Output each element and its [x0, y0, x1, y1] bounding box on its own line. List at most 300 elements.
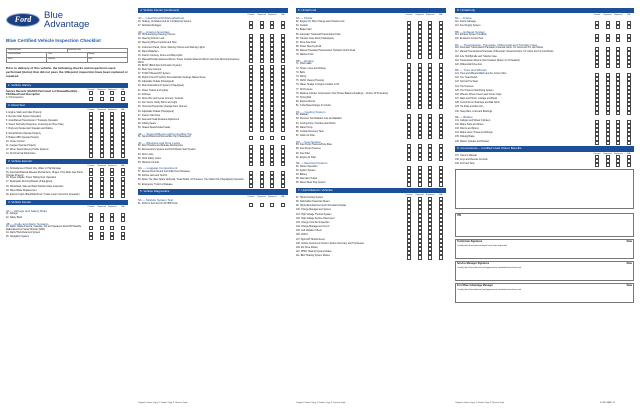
checklist-item: [138, 136, 288, 140]
passed-checkbox[interactable]: [89, 153, 93, 157]
passed-checkbox[interactable]: [407, 255, 411, 259]
checklist-item-label: 35. BLIS® (Blind Spot Information System): [138, 64, 182, 67]
checklist-item-label: 89. Fuel Pump Pressure: [296, 148, 321, 151]
checklist-item-label: 77. Oil Pressure: [296, 88, 313, 91]
checklist-item-label: 85. Water Pump: [296, 126, 313, 129]
subsection-header: 4F — Windows and Door Locks: [138, 140, 181, 145]
checklist-item-label: 101. High-Voltage Thermal System: [296, 213, 332, 216]
passed-checkbox[interactable]: [249, 203, 253, 207]
na-checkbox[interactable]: [281, 25, 285, 29]
benefits-notes-area: [455, 169, 634, 209]
checklist-item-label: 111. BEV Heating System Modes: [296, 255, 330, 258]
column-header: Replaced: [107, 88, 117, 91]
na-checkbox[interactable]: [439, 157, 443, 161]
checklist-item-label: 8. Struts/Shocks Operate Properly: [6, 132, 41, 135]
na-checkbox[interactable]: [627, 38, 631, 42]
color-field[interactable]: Color: [47, 53, 87, 57]
checklist-item-label: 88. Fuel Pump Pressure/Flow Rate: [296, 144, 332, 147]
checklist-item-label: 22. Safety Belts: [6, 217, 23, 220]
passed-checkbox[interactable]: [595, 111, 599, 115]
na-checkbox[interactable]: [121, 91, 125, 95]
checklist-item-label: 130. Sway Bars, Links and Bushings: [455, 110, 493, 113]
checklist-item-label: 3. Engine Starts and Idles Properly: [6, 111, 42, 114]
checklist-item-label: 60. Emergency Trunk Lid Release: [138, 183, 173, 186]
checklist-item-label: 59. Spare Tire (New Spare Optional), Tread Depth, Air Pressure, Tire Inflator Kit (If Equipped) Inspection: [138, 179, 244, 182]
na-checkbox[interactable]: [121, 194, 125, 198]
checklist-item-label: 49. Folding Seats: [138, 123, 156, 126]
passed-checkbox[interactable]: [407, 182, 411, 186]
signature-desc: I certify that all mechanical and appearance standards have been met.: [457, 267, 522, 270]
checklist-item: [138, 184, 288, 188]
column-header: N/A: [121, 205, 125, 208]
checklist-item-label: 118. Axle Hub/Spindle and Transfer Case: [455, 55, 497, 58]
checklist-item-label: 82. Radiator: [296, 114, 309, 117]
column-header: Repaired: [97, 165, 106, 168]
checklist-item-label: 70. Washer Fluid: [296, 54, 314, 57]
replaced-checkbox[interactable]: [110, 172, 114, 176]
section-header: 4. Vehicle Interior: [6, 200, 128, 205]
section-header: 7. Hybrid/Electric Vehicles: [296, 188, 446, 193]
checklist-item-label: 69. Manual Transaxle/Transmission Hydraulic Clutch Fluid: [296, 50, 356, 53]
column-1: [6, 6, 128, 240]
column-header: Replaced: [613, 152, 623, 155]
checklist-item-label: 116. Automatic Transmission/Transaxle Universal Joints, CV Joints and CV Joint Boots: [455, 47, 544, 50]
na-checkbox[interactable]: [627, 64, 631, 68]
checklist-item-label: 17. Deployable Running Boards (If Equipped): [6, 181, 53, 184]
checklist-item-label: 4. Remote Start System Operation: [6, 115, 42, 118]
signature-desc: I certify that all mechanical items have been inspected.: [457, 245, 508, 248]
checklist-item-label: 107. MyFord® Mobile Reset: [296, 238, 325, 241]
passed-checkbox[interactable]: [249, 25, 253, 29]
column-header: Replaced: [425, 194, 435, 197]
passed-checkbox[interactable]: [249, 127, 253, 131]
repaired-checkbox[interactable]: [260, 25, 264, 29]
checklist-item-label: 87. Cabin Air Filter: [296, 135, 315, 138]
column-header: Replaced: [613, 13, 623, 16]
ymm-field[interactable]: Year/Make/Model: [7, 53, 47, 57]
passed-checkbox[interactable]: [89, 97, 93, 101]
replaced-checkbox[interactable]: [110, 97, 114, 101]
column-header: Repaired: [97, 109, 106, 112]
date-field[interactable]: Date: [88, 57, 93, 60]
repaired-checkbox[interactable]: [100, 226, 104, 230]
signature-desc: I certify that all mechanical and appearance standards have been met.: [457, 289, 522, 292]
column-header: N/A: [627, 152, 631, 155]
checklist-item-label: 19. Wiper Blade Replacement: [6, 189, 37, 192]
checklist-item-label: Service Records (OA/OO) Performed Lot Review/Recall(s) – FSA/Recall and Description: [6, 90, 80, 97]
signature-title: Ford Blue Advantage Manager: [457, 284, 494, 288]
checklist-item-label: 74. Wiring: [296, 75, 307, 78]
column-header: Replaced: [107, 205, 117, 208]
repaired-checkbox[interactable]: [100, 97, 104, 101]
checklist-item-label: 54. Door Locks: [138, 153, 154, 156]
replaced-checkbox[interactable]: [616, 111, 620, 115]
subsection-header: 4A — Airbags and Safety Belts: [6, 208, 47, 213]
section-header: 5. Vehicle Diagnostics: [138, 189, 288, 194]
checklist-item-label: 6. Steers Normally (Response, Centering and Free Play): [6, 124, 64, 127]
na-checkbox[interactable]: [281, 59, 285, 63]
replaced-checkbox[interactable]: [110, 226, 114, 230]
na-checkbox[interactable]: [281, 136, 285, 140]
column-header: N/A: [281, 195, 285, 198]
checklist-item-label: 15. Automatic/Manual Release Mechanisms, Hinges, Prop Rods Gas Struts Operate Properly: [6, 171, 83, 177]
repaired-checkbox[interactable]: [606, 64, 610, 68]
checklist-item: [296, 135, 446, 139]
replaced-checkbox[interactable]: [616, 64, 620, 68]
repaired-checkbox[interactable]: [418, 182, 422, 186]
na-checkbox[interactable]: [627, 111, 631, 115]
repaired-checkbox[interactable]: [606, 38, 610, 42]
checklist-item-label: 137. Owner's Manual: [455, 154, 477, 157]
checklist-item: [455, 141, 634, 145]
column-2: [138, 6, 288, 207]
column-header: Passed: [87, 165, 95, 168]
checklist-item: [455, 111, 634, 115]
replaced-checkbox[interactable]: [428, 182, 432, 186]
column-header: Passed: [593, 13, 601, 16]
checklist-item-label: 5. Auto/Manual Transmission / Transaxle Operation: [6, 119, 59, 122]
checklist-item-label: 67. Drive Axle Fluid: [296, 41, 316, 44]
mileage-field[interactable]: Mileage: [88, 53, 95, 56]
checklist-item-label: 126. Wheels, Wheel Covers and Center Caps: [455, 93, 502, 96]
repaired-checkbox[interactable]: [100, 91, 104, 95]
repaired-checkbox[interactable]: [606, 163, 610, 167]
checklist-item-label: 26. Heating, Ventilation and Air Conditioning System: [138, 20, 192, 23]
replaced-checkbox[interactable]: [616, 163, 620, 167]
repaired-checkbox[interactable]: [606, 141, 610, 145]
passed-checkbox[interactable]: [407, 135, 411, 139]
passed-checkbox[interactable]: [249, 184, 253, 188]
checklist-item-label: 43. Glove Box and Center Armrest / Console: [138, 98, 184, 100]
signature-title-row: [457, 263, 632, 266]
checklist-item-label: 134. Brake Lines, Hoses and Fittings: [455, 132, 493, 135]
repaired-checkbox[interactable]: [260, 184, 264, 188]
checklist-item-label: 112. Frame Damage: [455, 20, 476, 23]
repaired-checkbox[interactable]: [100, 194, 104, 198]
na-checkbox[interactable]: [439, 54, 443, 58]
na-checkbox[interactable]: [281, 203, 285, 207]
checklist-item-label: 119. Transmission Mounts (Not Cracked, Broken or Oil Soaked): [455, 59, 520, 62]
checklist-item-label: 38. MyFord Touch® Vehicle Personalization Settings Master Reset: [138, 77, 206, 80]
document-title: Blue Certified Vehicle Inspection Checklist: [6, 38, 101, 43]
passed-checkbox[interactable]: [595, 163, 599, 167]
repaired-checkbox[interactable]: [100, 153, 104, 157]
footer-copies-1: Original: Owner Copy 1: Dealer Copy 2: Service Dept.: [138, 402, 188, 404]
checklist-item-label: 110. PHEV Heating System Modes: [296, 251, 332, 254]
replaced-checkbox[interactable]: [270, 162, 274, 166]
replaced-checkbox[interactable]: [428, 157, 432, 161]
checklist-item: [455, 25, 634, 29]
na-checkbox[interactable]: [281, 184, 285, 188]
column-header: Repaired: [415, 13, 424, 16]
checklist-item: [138, 203, 288, 207]
column-header: Replaced: [267, 195, 277, 198]
column-header: Repaired: [415, 194, 424, 197]
column-headers: [455, 14, 634, 16]
column-header: Passed: [247, 195, 255, 198]
na-checkbox[interactable]: [627, 25, 631, 29]
column-header: Repaired: [97, 205, 106, 208]
na-checkbox[interactable]: [121, 217, 125, 221]
subsection-header: 5A — Module System Test: [138, 198, 174, 203]
repaired-checkbox[interactable]: [418, 157, 422, 161]
replaced-checkbox[interactable]: [270, 136, 274, 140]
na-checkbox[interactable]: [439, 135, 443, 139]
checklist-item-label: 123. Normal Tire Wear: [455, 81, 479, 84]
replaced-checkbox[interactable]: [428, 105, 432, 109]
checklist-item-label: 131. Calipers and Wheel Cylinders: [455, 119, 491, 122]
checklist-item-label: 117. Manual Transmission/Transaxle, Differential, Universal Joints, CV Joints and CV Joint Boots: [455, 51, 554, 54]
column-header: N/A: [281, 13, 285, 16]
footer-copies-3: Original: Owner Copy 1: Dealer Copy 2: Service Dept.: [455, 402, 505, 404]
repaired-checkbox[interactable]: [418, 105, 422, 109]
checklist-item-label: 100. Charge Management System: [296, 209, 331, 212]
na-checkbox[interactable]: [439, 182, 443, 186]
subsection-header: 6B — Engine: [296, 58, 314, 63]
passed-checkbox[interactable]: [407, 105, 411, 109]
column-header: Passed: [405, 13, 413, 16]
checklist-item-label: 61. Perform Self-Test for All OBD Tests: [138, 202, 178, 205]
na-checkbox[interactable]: [281, 162, 285, 166]
na-checkbox[interactable]: [439, 255, 443, 259]
checklist-item-label: 132. Brake Pads and Shoes: [455, 123, 484, 126]
checklist-item-label: 79. Timing Belt: [296, 96, 312, 99]
repaired-checkbox[interactable]: [418, 255, 422, 259]
signature-title: Service Manager Signature: [457, 262, 490, 266]
column-header: Passed: [405, 194, 413, 197]
na-checkbox[interactable]: [281, 127, 285, 131]
checklist-item-label: 128. Control Arms, Bushings and Ball Joints: [455, 102, 500, 105]
checklist-item-label: 120. Differential Drive Axle: [455, 64, 483, 66]
brand-line-1: Blue: [44, 10, 64, 21]
replaced-checkbox[interactable]: [270, 203, 274, 207]
column-header: Repaired: [603, 152, 612, 155]
repaired-checkbox[interactable]: [260, 136, 264, 140]
column-header: Passed: [87, 109, 95, 112]
checklist-item-label: 42. Ashtrays: [138, 93, 151, 96]
passed-checkbox[interactable]: [595, 64, 599, 68]
column-headers: [6, 206, 128, 208]
signature-title: Technician Signature: [457, 240, 483, 244]
passed-checkbox[interactable]: [89, 236, 93, 240]
replaced-checkbox[interactable]: [428, 54, 432, 58]
checklist-item: [296, 105, 446, 109]
replaced-checkbox[interactable]: [616, 38, 620, 42]
checklist-item-label: 75. Oil/Air Cleaner Housing: [296, 80, 324, 83]
signature-block[interactable]: [455, 283, 634, 303]
repaired-checkbox[interactable]: [260, 59, 264, 63]
checklist-item-label: 33. Interior Courtesy, Dome and Map Lights: [138, 55, 183, 58]
na-checkbox[interactable]: [121, 236, 125, 240]
inspector-field[interactable]: Inspector: [47, 58, 87, 63]
replaced-checkbox[interactable]: [270, 127, 274, 131]
section-header: 2. Road Test: [6, 103, 128, 108]
passed-checkbox[interactable]: [407, 54, 411, 58]
checklist-item-label: 80. Engine Mounts: [296, 101, 316, 104]
repaired-checkbox[interactable]: [418, 135, 422, 139]
checklist-item-label: 44. Sun Visors, Vanity Mirror and Light: [138, 102, 178, 105]
repaired-checkbox[interactable]: [260, 162, 264, 166]
replaced-checkbox[interactable]: [110, 153, 114, 157]
checklist-item-label: 16. Power Liftgate, Power Sliding Door Operation: [6, 177, 57, 180]
subsection-header: 4B — Audio and Alarm Systems: [6, 221, 49, 226]
column-header: Repaired: [257, 195, 266, 198]
repaired-checkbox[interactable]: [260, 127, 264, 131]
passed-checkbox[interactable]: [595, 141, 599, 145]
checklist-item-label: 50. Heated Seats/Cooled Seats: [138, 127, 171, 130]
na-checkbox[interactable]: [627, 163, 631, 167]
ford-logo-text: Ford: [14, 15, 32, 25]
checklist-item-label: 25. Navigation System: [6, 235, 29, 238]
column-header: N/A: [439, 194, 443, 197]
column-header: Replaced: [267, 13, 277, 16]
checklist-item: [6, 97, 128, 101]
passed-checkbox[interactable]: [249, 136, 253, 140]
na-checkbox[interactable]: [121, 226, 125, 230]
repaired-checkbox[interactable]: [606, 111, 610, 115]
passed-checkbox[interactable]: [89, 194, 93, 198]
checklist-item-label: 9. Brakes ABS Operate Properly: [6, 136, 39, 139]
checklist-item-label: 136. Master Cylinder and Booster: [455, 140, 490, 143]
checklist-item-label: 65. Automatic Transaxle/Transmission Fluid: [296, 33, 341, 36]
replaced-checkbox[interactable]: [110, 194, 114, 198]
passed-checkbox[interactable]: [595, 38, 599, 42]
replaced-checkbox[interactable]: [616, 141, 620, 145]
checklist-item: [6, 236, 128, 240]
column-header: Passed: [593, 152, 601, 155]
passed-checkbox[interactable]: [249, 59, 253, 63]
intro-text: Prior to delivery of this vehicle, the following checks and inspections were performed (items) that did not pass the 139-point inspection have been replaced or repaired.: [6, 66, 128, 78]
checklist-item: [138, 127, 288, 131]
replaced-checkbox[interactable]: [428, 255, 432, 259]
signature-date: Date: [626, 262, 632, 266]
checklist-item-label: 114. Exhaust System Condition: [455, 34, 487, 37]
checklist-item-label: 115. Emissions Control Test: [455, 38, 484, 41]
checklist-item: [296, 182, 446, 186]
repaired-checkbox[interactable]: [606, 25, 610, 29]
checklist-item-label: 139. Full Fuel Tank: [455, 163, 475, 166]
checklist-item: [6, 217, 128, 221]
replaced-checkbox[interactable]: [616, 25, 620, 29]
checklist-item-label: 41. Power Outlets and Lighter: [138, 89, 169, 92]
na-checkbox[interactable]: [121, 97, 125, 101]
checklist-item-label: 86. Coolant Recovery Tank: [296, 131, 324, 133]
replaced-checkbox[interactable]: [270, 184, 274, 188]
repaired-checkbox[interactable]: [100, 172, 104, 176]
replaced-checkbox[interactable]: [110, 91, 114, 95]
column-header: N/A: [121, 109, 125, 112]
vin-box[interactable]: [455, 213, 634, 237]
checklist-item-label: 46. Adjustable Pedals (If Equipped): [138, 110, 174, 113]
passed-checkbox[interactable]: [407, 157, 411, 161]
checklist-item-label: 99. Hybrid Entertainment and Information Display: [296, 205, 347, 208]
passed-checkbox[interactable]: [89, 172, 93, 176]
na-checkbox[interactable]: [121, 172, 125, 176]
subsection-header: 6D — Fuel System: [296, 139, 322, 144]
checklist-item-label: 90. Fuel Filter: [296, 152, 311, 155]
checklist-item: [138, 25, 288, 29]
vin-label: VIN: [457, 214, 461, 218]
checklist-item-label: 11. Gauges Operate Properly: [6, 145, 36, 148]
checklist-item-label: 32. Wipers/Washers: [138, 50, 159, 53]
subsection-header: 6E — Electrical System: [296, 161, 328, 166]
ford-oval-logo: [6, 13, 40, 27]
na-checkbox[interactable]: [121, 153, 125, 157]
checklist-item-label: 97. Hybrid Cooling System: [296, 196, 324, 199]
checklist-item-label: 84. Cooling Fans, Clutches and Motors: [296, 122, 336, 125]
column-header: Passed: [87, 205, 95, 208]
subsection-header: 4G — Luggage Compartment: [138, 166, 178, 171]
checklist-item-label: 108. Vehicle Instrument Cluster Lifetime Summary and Trip Resets: [296, 242, 364, 245]
passed-checkbox[interactable]: [89, 226, 93, 230]
na-checkbox[interactable]: [627, 141, 631, 145]
checklist-item-label: 103. Charge Cord Set Inspection: [296, 221, 330, 224]
checklist-item-label: 29. Steering Column Lock: [138, 38, 165, 41]
checklist-item-label: 129. Tie Rods and Idler Arm: [455, 106, 484, 109]
column-header: Passed: [247, 13, 255, 16]
brand-name: [44, 11, 89, 29]
passed-checkbox[interactable]: [595, 25, 599, 29]
column-header: N/A: [121, 88, 125, 91]
signature-title-row: [457, 285, 632, 288]
signature-block[interactable]: [455, 239, 634, 259]
checklist-item-label: 78. Relative Cylinder Compression Test (Power Balance Readings – Choice Of Procedure): [296, 92, 389, 95]
vehicle-info-form: [6, 48, 128, 64]
column-header: Replaced: [425, 13, 435, 16]
checklist-item-label: 83. Pressure Test Radiator Cap and Radiator: [296, 118, 342, 121]
section-header: 9. Convenience – Certified Used Owner Benefits: [455, 146, 634, 151]
dealer-name-field[interactable]: Dealership Name: [7, 49, 68, 53]
replaced-checkbox[interactable]: [270, 59, 274, 63]
checklist-item: [296, 255, 446, 259]
checklist-item-label: 58. Vehicle Jack and Tool Kit: [138, 175, 168, 178]
checklist-item-label: 20. Exterior Lights (Back/Side/Front / Trailer Lamp Connector Operation): [6, 194, 80, 196]
signature-block[interactable]: [455, 261, 634, 281]
checklist-item-label: 81. Turbo/Supercharger Air Cooler: [296, 105, 331, 108]
checklist-item-label: 10. Cruise Control: [6, 140, 25, 143]
checklist-item-label: 56. Window Controls: [138, 162, 160, 164]
replaced-checkbox[interactable]: [110, 236, 114, 240]
column-header: N/A: [439, 13, 443, 16]
checklist-item-label: 28. Tilt/Telescoping Steering Column: [138, 34, 176, 37]
passed-checkbox[interactable]: [249, 162, 253, 166]
replaced-checkbox[interactable]: [428, 135, 432, 139]
signature-date: Date: [626, 240, 632, 244]
passed-checkbox[interactable]: [89, 91, 93, 95]
checklist-item-label: 66. Transfer Case Fluid (If Equipped): [296, 37, 334, 40]
stock-field[interactable]: Stock #: [7, 58, 47, 63]
checklist-item-label: 34. Manual/Outside Sideview Mirrors, Power Outside Sideview Mirrors and Auto-Dimming Rearview Mirror: [138, 59, 240, 64]
repaired-checkbox[interactable]: [100, 236, 104, 240]
passed-checkbox[interactable]: [89, 217, 93, 221]
repaired-checkbox[interactable]: [100, 217, 104, 221]
checklist-item-label: 51. Sunroof/Moonroof/Convertible Top (If Equipped): [138, 136, 191, 139]
replaced-checkbox[interactable]: [270, 25, 274, 29]
checklist-item-label: 39. Adjustable Pedals (If Equipped): [138, 81, 174, 84]
checklist-item: [455, 38, 634, 42]
checklist-item-label: 76. Water, Sludge or Engine Coolant in Oil: [296, 84, 340, 87]
repaired-checkbox[interactable]: [260, 203, 264, 207]
dealer-code-field[interactable]: Dealership Code: [68, 48, 81, 51]
checklist-item-label: 96. Diesel Glow Plug System: [296, 182, 326, 185]
checklist-item-label: 98. Switchable Powertrain Mount: [296, 200, 330, 203]
repaired-checkbox[interactable]: [418, 54, 422, 58]
checklist-item-label: 105. Cell Variation Check: [296, 230, 322, 233]
checklist-item-label: 53. Remote Entry System and Push-Button Start System: [138, 149, 196, 152]
na-checkbox[interactable]: [439, 105, 443, 109]
replaced-checkbox[interactable]: [110, 217, 114, 221]
column-header: Passed: [87, 88, 95, 91]
